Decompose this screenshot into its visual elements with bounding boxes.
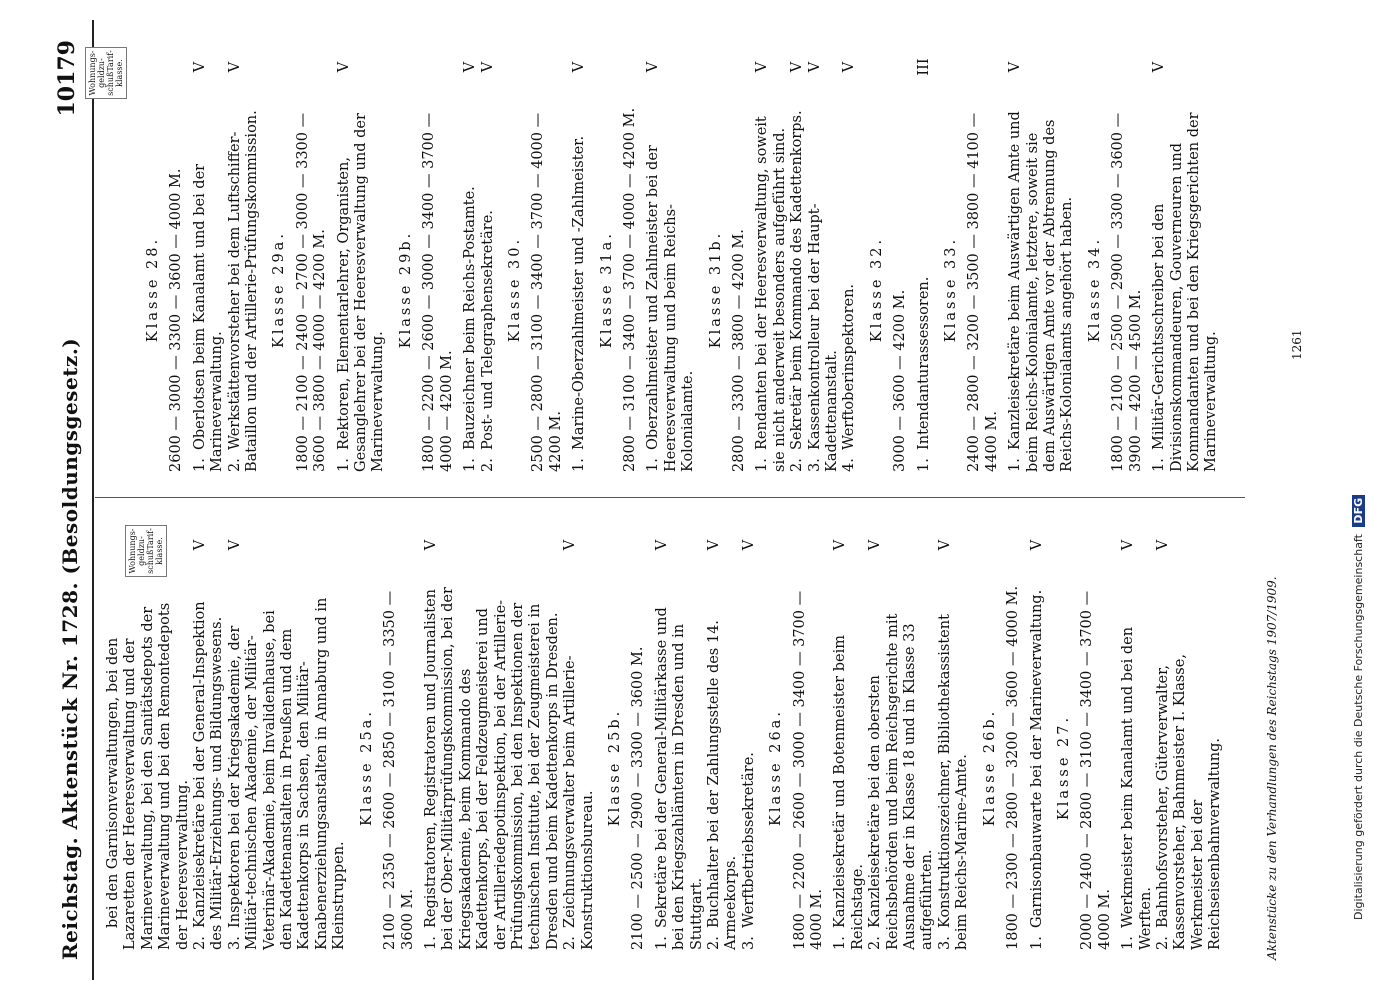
class-heading: Klasse 28.	[145, 236, 161, 343]
salary-scale: 2600 — 3000 — 3300 — 3600 — 4000 M.	[168, 168, 185, 472]
item-number: 2.	[226, 458, 243, 472]
list-item	[1151, 47, 1221, 472]
salary-scale: 1800 — 2100 — 2500 — 2900 — 3300 — 3600 — 3900 — 4200 — 4500 M.	[1110, 112, 1144, 472]
list-item	[706, 525, 741, 950]
list-item	[562, 525, 597, 950]
tariff-class-mark: V	[335, 61, 352, 73]
list-item	[480, 47, 497, 472]
class-heading: Klasse 25b.	[606, 708, 623, 827]
list-item	[192, 525, 227, 950]
salary-scale: 1800 — 2300 — 2800 — 3200 — 3600 — 4000 M.	[1005, 585, 1022, 950]
tariff-class-mark: V	[191, 61, 208, 73]
item-number: 2.	[867, 936, 884, 950]
list-item	[645, 47, 697, 472]
list-item	[654, 525, 706, 950]
item-number: 2.	[192, 936, 209, 950]
item-number: 1.	[335, 458, 352, 472]
item-number: 3.	[226, 936, 243, 950]
item-number: 1.	[1007, 458, 1024, 472]
item-text: Werkstättenvorsteher bei dem Luftschiffer-Bataillon und der Artillerie-Prüfungskommission.	[226, 110, 261, 472]
item-number: 4.	[841, 458, 858, 472]
list-item	[1120, 525, 1155, 950]
salary-scale: 2400 — 2800 — 3200 — 3500 — 3800 — 4100 — 4400 M.	[966, 112, 1000, 472]
item-text: Konstruktionszeichner, Bibliothekassistent beim Reichs-Marine-Amte.	[936, 614, 971, 950]
item-text: Rendanten bei der Heeresverwaltung, soweit sie nicht anderweit besonders aufgeführt sind.	[754, 116, 788, 472]
class-heading: Klasse 32.	[868, 236, 885, 343]
list-item	[807, 47, 842, 472]
salary-scale: 2500 — 2800 — 3100 — 3400 — 3700 — 4000 — 4200 M.	[530, 112, 564, 472]
salary-scale: 1800 — 2200 — 2600 — 3000 — 3400 — 3700 — 4000 — 4200 M.	[421, 112, 455, 472]
tariff-class-mark: III	[915, 58, 932, 76]
class-heading: Klasse 33.	[943, 236, 960, 343]
tariff-class-mark: V	[806, 61, 823, 73]
tariff-class-mark: V	[462, 61, 479, 73]
item-text: Bahnhofsvorsteher, Güterverwalter, Kassenvorsteher, Bahnmeister I. Klasse, Werkmeister bei der Reichseisenbahnverwaltung.	[1154, 654, 1224, 950]
list-item	[841, 47, 858, 472]
salary-scale: 2100 — 2500 — 2900 — 3300 — 3600 M.	[630, 646, 647, 950]
item-text: Oberlotsen beim Kanalamt und bei der Marineverwaltung.	[191, 163, 226, 472]
item-number: 1.	[462, 458, 479, 472]
column-divider	[95, 497, 1245, 498]
list-item	[105, 525, 192, 950]
tariff-class-mark: V	[1007, 61, 1024, 73]
list-item	[916, 47, 933, 472]
list-item	[462, 47, 479, 472]
dfg-credit	[1352, 0, 1365, 920]
list-item	[227, 47, 262, 472]
class-heading: Klasse 31b.	[707, 230, 724, 349]
item-text: Marine-Oberzahlmeister und -Zahlmeister.	[571, 135, 588, 450]
item-number: 2.	[706, 936, 722, 950]
tariff-class-mark: V	[562, 539, 579, 551]
item-text: Rektoren, Elementarlehrer, Organisten, Gesanglehrer bei der Heeresverwaltung und der Marineverwaltung.	[335, 113, 387, 472]
salary-scale: 3000 — 3600 — 4200 M.	[892, 289, 909, 472]
tariff-class-mark: V	[422, 539, 439, 551]
item-text: Militär-Gerichtsschreiber bei den Divisionskommandeuren, Gouverneuren und Kommandanten und bei den Kriegsgerichten der Marineverwaltung.	[1151, 112, 1220, 472]
salary-scale: 2800 — 3100 — 3400 — 3700 — 4000 — 4200 M.	[621, 107, 638, 472]
tariff-class-mark: V	[832, 539, 849, 551]
list-item	[571, 47, 588, 472]
class-heading: Klasse 27.	[1055, 714, 1072, 821]
item-text: Werftbetriebssekretäre.	[740, 752, 757, 928]
item-number: 2.	[789, 458, 806, 472]
tariff-class-mark: V	[1120, 539, 1137, 551]
class-heading: Klasse 29b.	[397, 230, 414, 349]
item-text: Buchhalter bei der Zahlungsstelle des 14. Armeekorps.	[706, 620, 740, 950]
footer-note: Aktenstücke zu den Verhandlungen des Reichstags 1907/1909.	[1265, 576, 1279, 960]
item-text: Inspektoren bei der Kriegsakademie, der Militär-technischen Akademie, der Militär-Veterinär-Akademie, beim Invalidenhause, bei den Kadettenanstalten in Preußen und dem Kadettenkorps in Sachsen, den Militär-Knabenerziehungsanstalten in Annaburg und in Kleinstruppen.	[226, 597, 348, 950]
list-item	[1155, 525, 1225, 950]
dfg-text: Digitalisierung gefördert durch die Deutsche Forschungsgemeinschaft	[1352, 534, 1365, 920]
tariff-class-mark: V	[789, 61, 806, 73]
list-item	[227, 525, 349, 950]
class-heading: Klasse 34.	[1086, 236, 1103, 343]
item-number: 1.	[645, 458, 662, 472]
class-heading: Klasse 31a.	[598, 231, 615, 348]
list-item	[423, 525, 562, 950]
tariff-class-mark: V	[192, 539, 209, 551]
right-column	[88, 47, 1221, 472]
item-text: Intendanturassessoren.	[915, 276, 932, 450]
tariff-class-mark: V	[226, 539, 243, 551]
tariff-class-mark: V	[936, 539, 953, 551]
page-number: 1261	[1290, 329, 1304, 360]
header-title: Reichstag. Aktenstück Nr. 1728. (Besoldungsgesetz.)	[58, 337, 82, 960]
salary-scale: 2800 — 3300 — 3800 — 4200 M.	[730, 229, 747, 472]
list-item	[336, 47, 388, 472]
tariff-class-mark: V	[1028, 539, 1045, 551]
item-number: 1.	[191, 458, 208, 472]
salary-scale: 1800 — 2100 — 2400 — 2700 — 3000 — 3300 — 3600 — 3800 — 4000 — 4200 M.	[294, 112, 329, 472]
page-header	[50, 40, 90, 960]
tariff-class-mark: V	[1154, 539, 1171, 551]
dfg-logo: DFG	[1352, 495, 1365, 527]
item-number: 1.	[1120, 936, 1137, 950]
item-text: Oberzahlmeister und Zahlmeister bei der Heeresverwaltung und beim Reichs-Kolonialamte.	[645, 145, 697, 472]
item-text: Kassenkontrolleur bei der Haupt-Kadettenanstalt.	[806, 203, 840, 472]
tariff-class-mark: V	[841, 61, 858, 73]
item-text: Post- und Telegraphensekretäre.	[479, 210, 496, 450]
item-number: 1.	[1151, 458, 1168, 472]
item-text: Kanzleisekretäre bei den obersten Reichsbehörden und beim Reichsgerichte mit Ausnahme der in Klasse 18 und in Klasse 33 aufgeführten.	[867, 613, 936, 950]
list-item	[1007, 47, 1077, 472]
tariff-class-mark: V	[867, 539, 884, 551]
item-text: Werkmeister beim Kanalamt und bei den Werften.	[1120, 626, 1154, 950]
tariff-class-mark: V	[740, 539, 757, 551]
item-text: Kanzleisekretär und Botenmeister beim Reichstage.	[832, 635, 866, 950]
header-page-number: 10179	[54, 40, 80, 117]
tariff-class-mark: V	[653, 539, 670, 551]
tariff-class-mark: V	[754, 61, 771, 73]
class-heading: Klasse 26a.	[768, 709, 785, 826]
salary-scale: 1800 — 2200 — 2600 — 3000 — 3400 — 3700 — 4000 M.	[791, 590, 826, 950]
salary-scale: 2100 — 2350 — 2600 — 2850 — 3100 — 3350 — 3600 M.	[382, 590, 416, 950]
item-number: 1.	[915, 458, 932, 472]
tariff-class-mark: V	[571, 61, 588, 73]
item-number: 1.	[1028, 936, 1045, 950]
item-number: 3.	[936, 936, 953, 950]
class-heading: Klasse 30.	[506, 236, 523, 343]
tariff-class-mark: V	[226, 61, 243, 73]
item-number: 3.	[740, 936, 757, 950]
class-heading: Klasse 29a.	[271, 231, 288, 348]
tariff-class-mark: V	[706, 539, 722, 551]
item-text: Werftoberinspektoren.	[841, 283, 858, 450]
item-text: Kanzleisekretäre bei der General-Inspektion des Militär-Erziehungs- und Bildungswesens.	[192, 601, 226, 950]
tariff-class-header: WohnungsgeldzuschußTarifklasse.	[85, 47, 127, 99]
item-number: 1.	[832, 936, 849, 950]
item-number: 1.	[571, 458, 588, 472]
item-text: Registratoren, Registratoren und Journalisten bei der Ober-Militärprüfungskommission, bei der Kriegsakademie, beim Kommando des Kadettenkorps, bei der Feldzeugmeisterei und der Artilleriedepotinspektion, bei der Artillerie-Prüfungskommission, bei den Inspektionen der technischen Institute, bei der Zeugmeisterei in Dresden und beim Kadettenkorps in Dresden.	[422, 587, 561, 950]
header-rule	[92, 20, 94, 980]
item-number: 1.	[653, 936, 670, 950]
item-text: Zeichnungsverwalter beim Artillerie-Konstruktionsbureau.	[562, 655, 596, 950]
salary-scale: 2000 — 2400 — 2800 — 3100 — 3400 — 3700 — 4000 M.	[1079, 590, 1113, 950]
list-item	[1029, 525, 1046, 950]
item-number: 2.	[479, 458, 496, 472]
item-text: Sekretär beim Kommando des Kadettenkorps.	[789, 110, 806, 450]
item-number: 1.	[422, 936, 439, 950]
tariff-class-header: WohnungsgeldzuschußTarifklasse.	[125, 525, 167, 577]
tariff-class-mark: V	[1151, 61, 1168, 73]
tariff-class-mark: V	[645, 61, 662, 73]
list-item	[867, 525, 937, 950]
list-item	[789, 47, 806, 472]
item-text: Garnisonbauwarte bei der Marineverwaltung.	[1028, 589, 1045, 928]
list-item	[754, 47, 789, 472]
list-item	[741, 525, 758, 950]
class-heading: Klasse 25a.	[358, 709, 375, 826]
item-text: Bauzeichner beim Reichs-Postamte.	[462, 186, 479, 450]
left-column	[105, 525, 1225, 950]
item-number: 2.	[1154, 936, 1171, 950]
item-text: bei den Garnisonverwaltungen, bei den Lazaretten der Heeresverwaltung und der Marineverwaltung, bei den Sanitätsdepots der Marineverwaltung und bei den Remontedepots der Heeresverwaltung.	[105, 602, 191, 950]
class-heading: Klasse 26b.	[981, 708, 998, 827]
item-text: Kanzleisekretäre beim Auswärtigen Amte und beim Reichs-Kolonialamte, letztere, soweit sie dem Auswärtigen Amte vor der Abtrennung des Reichs-Kolonialamts angehört haben.	[1007, 111, 1076, 472]
list-item	[192, 47, 227, 472]
item-text: Sekretäre bei der General-Militärkasse und bei den Kriegszahlämtern in Dresden und in Stuttgart.	[653, 607, 705, 950]
list-item	[832, 525, 867, 950]
tariff-class-mark: V	[479, 61, 496, 73]
item-number: 2.	[562, 936, 579, 950]
list-item	[937, 525, 972, 950]
item-number: 1.	[754, 458, 771, 472]
item-number: 3.	[806, 458, 823, 472]
